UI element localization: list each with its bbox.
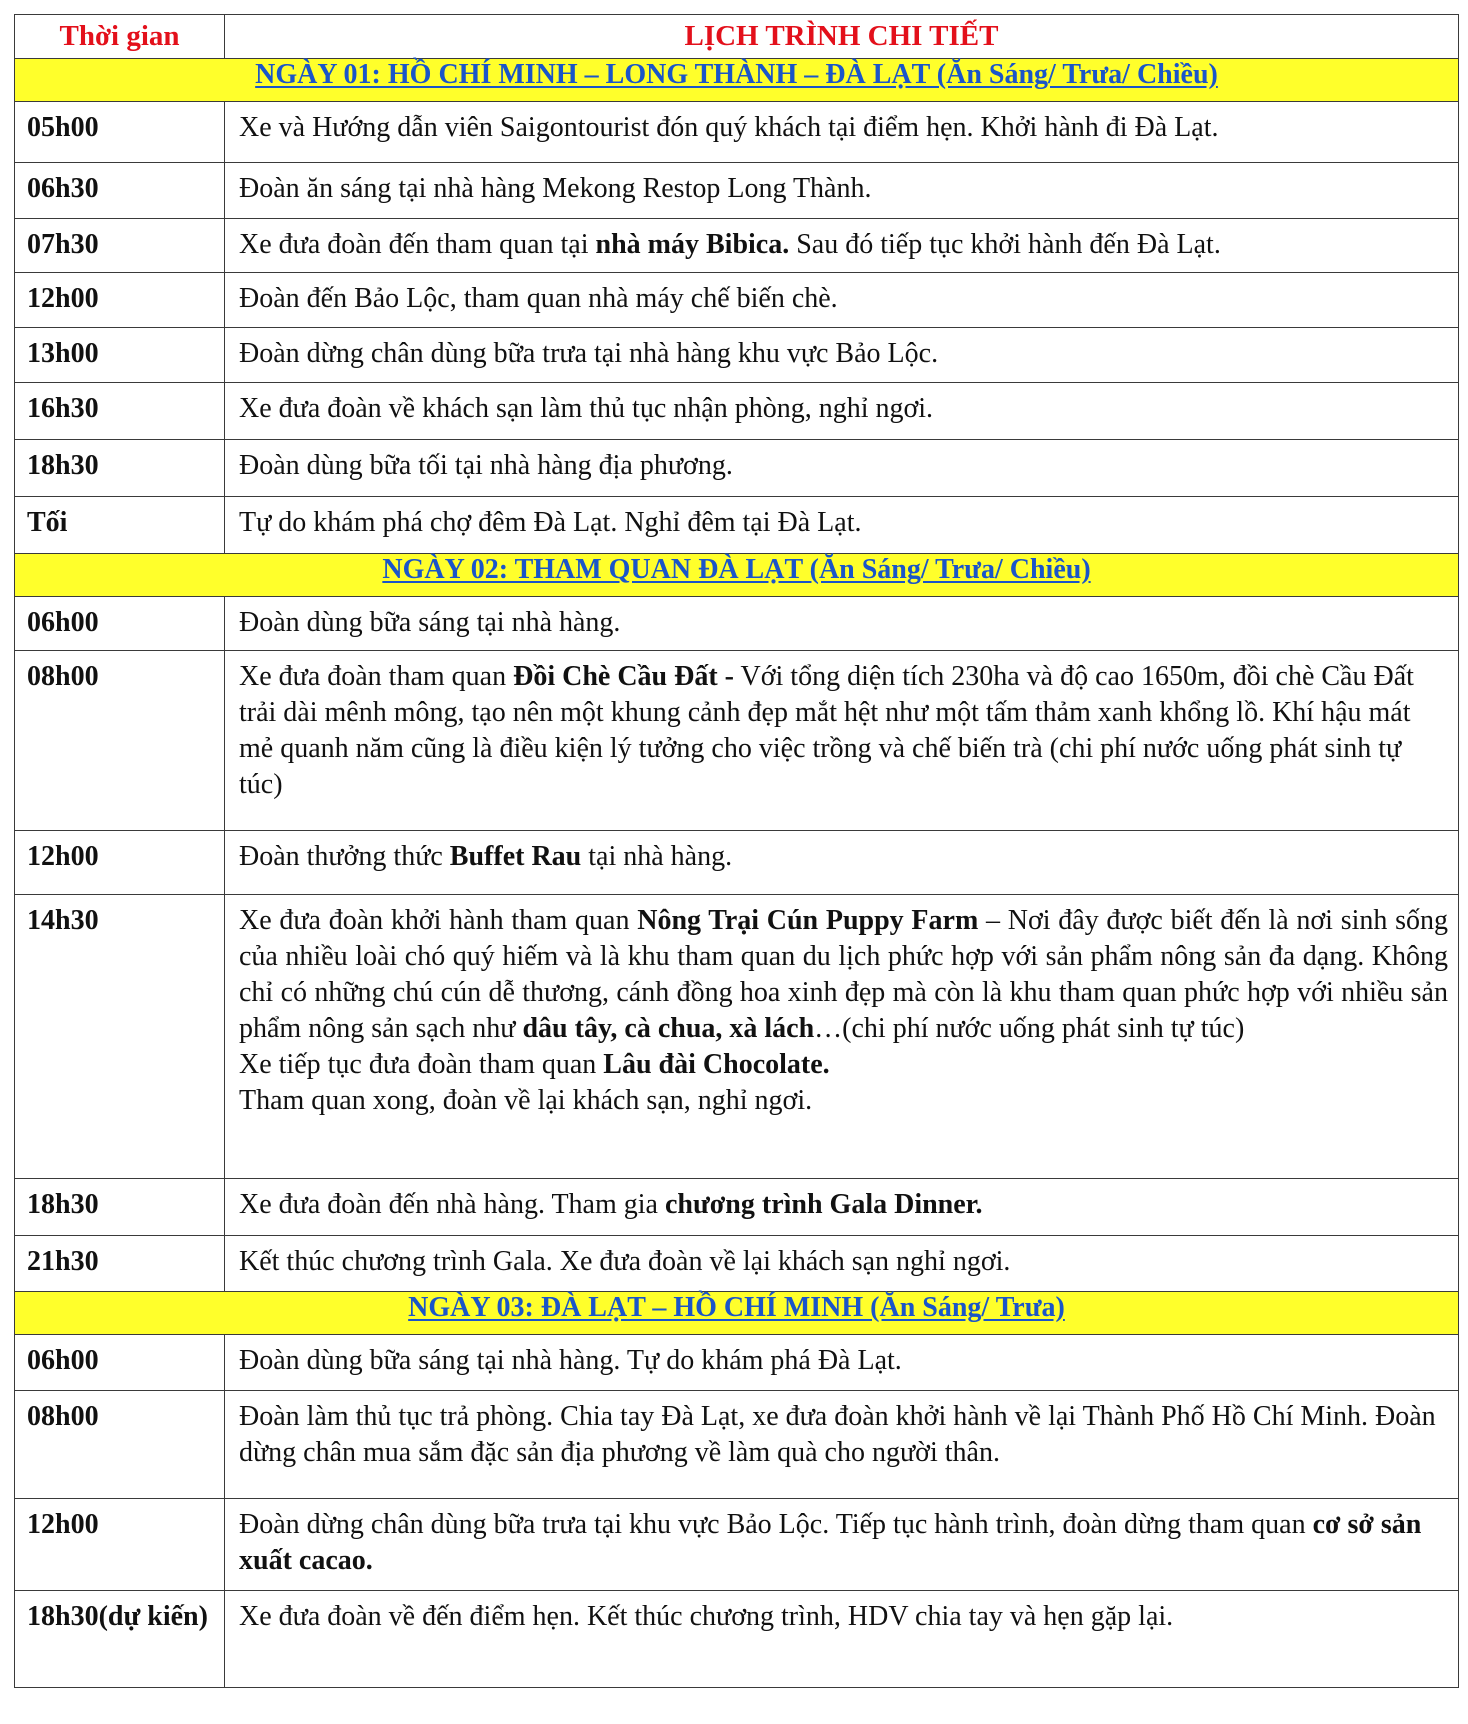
- time-cell: 06h30: [15, 163, 225, 219]
- table-row: [15, 1335, 1459, 1391]
- description-cell: [225, 831, 1459, 895]
- time-cell: 12h00: [15, 1499, 225, 1591]
- description-cell: [225, 1499, 1459, 1591]
- table-row: [15, 1391, 1459, 1499]
- table-row: [15, 383, 1459, 440]
- time-column-header: [15, 15, 225, 59]
- table-header-row: [15, 15, 1459, 59]
- description-text: Xe đưa đoàn đến tham quan tại: [239, 229, 596, 260]
- time-cell: 13h00: [15, 328, 225, 383]
- description-cell: Xe và Hướng dẫn viên Saigontourist đón quý khách tại điểm hẹn. Khởi hành đi Đà Lạt.: [225, 102, 1459, 163]
- description-cell: Đoàn dùng bữa sáng tại nhà hàng. Tự do khám phá Đà Lạt.: [225, 1335, 1459, 1391]
- description-highlight: nhà máy Bibica.: [595, 229, 790, 260]
- day-3-header-cell: [15, 1292, 1459, 1335]
- description-cell: [225, 1179, 1459, 1236]
- description-text: Đoàn dừng chân dùng bữa trưa tại khu vực Bảo Lộc. Tiếp tục hành trình, đoàn dừng tham quan: [239, 1509, 1313, 1540]
- table-row: [15, 163, 1459, 219]
- time-cell: 18h30: [15, 440, 225, 497]
- day-1-header-cell: [15, 59, 1459, 102]
- day-3-title: NGÀY 03: ĐÀ LẠT – HỒ CHÍ MINH (Ăn Sáng/ Trưa): [408, 1292, 1065, 1323]
- table-row: [15, 597, 1459, 651]
- description-cell: Kết thúc chương trình Gala. Xe đưa đoàn về lại khách sạn nghỉ ngơi.: [225, 1236, 1459, 1292]
- time-cell: 05h00: [15, 102, 225, 163]
- description-cell: Đoàn ăn sáng tại nhà hàng Mekong Restop Long Thành.: [225, 163, 1459, 219]
- time-cell: 21h30: [15, 1236, 225, 1292]
- day-2-header-row: [15, 554, 1459, 597]
- description-text: – Nơi đây được biết đến là nơi sinh sống của nhiều loài chó quý hiếm và là khu tham quan du lịch phức hợp với sản phẩm nông sản đa dạng. Không chỉ có những chú cún dễ thương, cánh đồng hoa xinh đẹp mà còn là khu tham quan phức hợp với nhiều sản phẩm nông sản sạch như: [239, 905, 1448, 1044]
- time-note: (dự kiến): [98, 1601, 208, 1632]
- description-text: Xe tiếp tục đưa đoàn tham quan: [239, 1049, 604, 1080]
- table-row: [15, 219, 1459, 273]
- description-paragraph: Tham quan xong, đoàn về lại khách sạn, nghỉ ngơi.: [239, 1085, 813, 1116]
- time-cell: 18h30: [15, 1179, 225, 1236]
- time-cell: 08h00: [15, 651, 225, 831]
- table-row: [15, 1179, 1459, 1236]
- time-cell: 08h00: [15, 1391, 225, 1499]
- table-row: [15, 831, 1459, 895]
- description-highlight: chương trình Gala Dinner.: [664, 1189, 983, 1220]
- time-cell: [15, 1591, 225, 1688]
- description-highlight: Buffet Rau: [449, 841, 582, 872]
- time-text: 18h30: [27, 1601, 99, 1632]
- time-cell: 06h00: [15, 597, 225, 651]
- description-highlight: Lâu đài Chocolate.: [603, 1049, 830, 1080]
- description-cell: Đoàn dùng bữa sáng tại nhà hàng.: [225, 597, 1459, 651]
- time-cell: 06h00: [15, 1335, 225, 1391]
- table-row: [15, 102, 1459, 163]
- table-row: [15, 1591, 1459, 1688]
- description-cell: Đoàn đến Bảo Lộc, tham quan nhà máy chế biến chè.: [225, 273, 1459, 328]
- table-row: [15, 895, 1459, 1179]
- time-cell: Tối: [15, 497, 225, 554]
- description-highlight: cơ sở sản xuất cacao.: [239, 1509, 1422, 1576]
- description-cell: Đoàn dùng bữa tối tại nhà hàng địa phương.: [225, 440, 1459, 497]
- table-row: [15, 1236, 1459, 1292]
- description-text: Với tổng diện tích 230ha và độ cao 1650m, đồi chè Cầu Đất trải dài mênh mông, tạo nên một khung cảnh đẹp mắt hệt như một tấm thảm xanh khổng lồ. Khí hậu mát mẻ quanh năm cũng là điều kiện lý tưởng cho việc trồng và chế biến trà (chi phí nước uống phát sinh tự túc): [239, 661, 1414, 800]
- description-text: Xe đưa đoàn tham quan: [239, 661, 514, 692]
- detail-column-header: [225, 15, 1459, 59]
- time-cell: 07h30: [15, 219, 225, 273]
- time-cell: 16h30: [15, 383, 225, 440]
- day-1-header-row: [15, 59, 1459, 102]
- day-1-title: NGÀY 01: HỒ CHÍ MINH – LONG THÀNH – ĐÀ LẠT (Ăn Sáng/ Trưa/ Chiều): [255, 59, 1218, 90]
- table-row: [15, 440, 1459, 497]
- table-row: [15, 273, 1459, 328]
- day-2-header-cell: [15, 554, 1459, 597]
- description-cell: Đoàn làm thủ tục trả phòng. Chia tay Đà Lạt, xe đưa đoàn khởi hành về lại Thành Phố Hồ Chí Minh. Đoàn dừng chân mua sắm đặc sản địa phương về làm quà cho người thân.: [225, 1391, 1459, 1499]
- description-paragraph: [239, 903, 1448, 1047]
- description-paragraph: [239, 1047, 1448, 1083]
- time-cell: 12h00: [15, 273, 225, 328]
- itinerary-table: [14, 14, 1459, 1688]
- day-2-title: NGÀY 02: THAM QUAN ĐÀ LẠT (Ăn Sáng/ Trưa/ Chiều): [382, 554, 1091, 585]
- description-text: Xe đưa đoàn khởi hành tham quan: [239, 905, 638, 936]
- description-text: Sau đó tiếp tục khởi hành đến Đà Lạt.: [789, 229, 1221, 260]
- time-cell: 12h00: [15, 831, 225, 895]
- table-row: [15, 1499, 1459, 1591]
- description-text: Đoàn thưởng thức: [239, 841, 450, 872]
- itinerary-document: [14, 14, 1458, 1688]
- description-cell: [225, 651, 1459, 831]
- day-3-header-row: [15, 1292, 1459, 1335]
- description-text: tại nhà hàng.: [581, 841, 733, 872]
- description-text: Xe đưa đoàn đến nhà hàng. Tham gia: [239, 1189, 665, 1220]
- time-column-header-label: Thời gian: [59, 20, 180, 52]
- table-row: [15, 497, 1459, 554]
- description-cell: [225, 219, 1459, 273]
- description-text: …(chi phí nước uống phát sinh tự túc): [814, 1013, 1245, 1044]
- table-row: [15, 651, 1459, 831]
- description-cell: Đoàn dừng chân dùng bữa trưa tại nhà hàng khu vực Bảo Lộc.: [225, 328, 1459, 383]
- description-cell: [225, 895, 1459, 1179]
- detail-column-header-label: LỊCH TRÌNH CHI TIẾT: [684, 20, 999, 52]
- description-cell: Xe đưa đoàn về khách sạn làm thủ tục nhận phòng, nghỉ ngơi.: [225, 383, 1459, 440]
- description-highlight: Nông Trại Cún Puppy Farm: [637, 905, 979, 936]
- description-cell: Tự do khám phá chợ đêm Đà Lạt. Nghỉ đêm tại Đà Lạt.: [225, 497, 1459, 554]
- description-highlight: dâu tây, cà chua, xà lách: [522, 1013, 815, 1044]
- description-cell: Xe đưa đoàn về đến điểm hẹn. Kết thúc chương trình, HDV chia tay và hẹn gặp lại.: [225, 1591, 1459, 1688]
- description-highlight: Đồi Chè Cầu Đất -: [513, 661, 734, 692]
- table-row: [15, 328, 1459, 383]
- time-cell: 14h30: [15, 895, 225, 1179]
